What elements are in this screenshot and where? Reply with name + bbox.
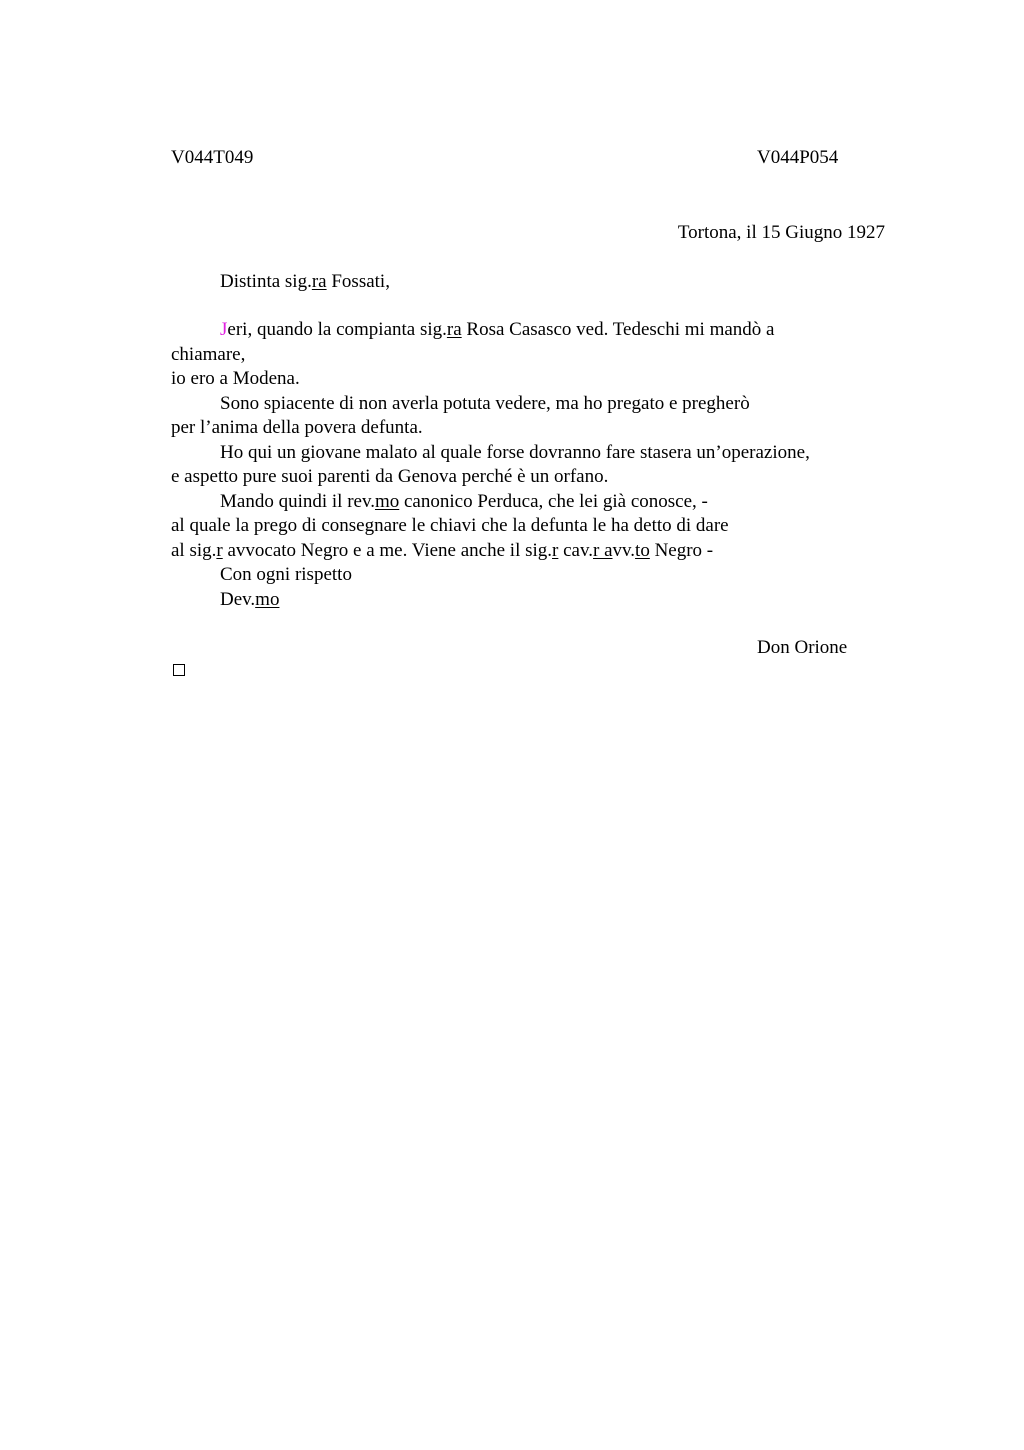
body-line: al quale la prego di consegnare le chiavi che la defunta le ha detto di dare: [171, 515, 729, 536]
body-line: chiamare,: [171, 344, 246, 365]
body-line: al sig.r avvocato Negro e a me. Viene anche il sig.r cav.r avv.to Negro -: [171, 540, 714, 561]
body-line: per l’anima della povera defunta.: [171, 417, 423, 438]
body-line: Mando quindi il rev.mo canonico Perduca, che lei già conosce, -: [220, 491, 708, 512]
body-line: Sono spiacente di non averla potuta vedere, ma ho pregato e pregherò: [220, 393, 750, 414]
salutation: Distinta sig.ra Fossati,: [220, 271, 390, 292]
header-right-code: V044P054: [757, 147, 839, 168]
header-left-code: V044T049: [171, 147, 254, 168]
dateline: Tortona, il 15 Giugno 1927: [677, 222, 885, 243]
body-line: e aspetto pure suoi parenti da Genova perché è un orfano.: [171, 466, 609, 487]
closing-line: Con ogni rispetto: [220, 564, 352, 585]
body-line: Ho qui un giovane malato al quale forse dovranno fare stasera un’operazione,: [220, 442, 810, 463]
closing-line: Dev.mo: [220, 589, 280, 610]
end-mark-icon: [173, 664, 185, 676]
initial-letter: J: [220, 319, 228, 340]
signature: Don Orione: [757, 637, 848, 658]
body-line: Jeri, quando la compianta sig.ra Rosa Casasco ved. Tedeschi mi mandò a: [220, 319, 775, 340]
body-line: io ero a Modena.: [171, 368, 300, 389]
